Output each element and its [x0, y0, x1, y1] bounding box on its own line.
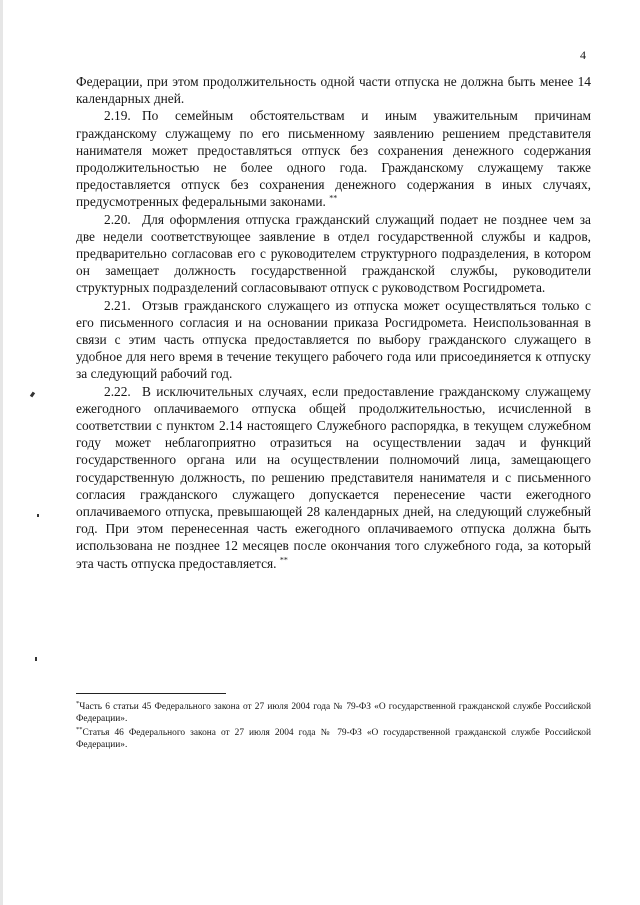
- scan-speck: [35, 657, 37, 661]
- footnote: [76, 701, 591, 726]
- paragraph-2-20: [76, 211, 591, 297]
- footnote: [76, 727, 591, 752]
- footnote-mark: **: [76, 725, 83, 733]
- footnote-reference: **: [279, 555, 288, 565]
- scan-speck: [30, 392, 35, 398]
- paragraph-text: В исключительных случаях, если предоставление гражданскому служащему ежегодного оплачиваемого отпуска общей продолжительностью, исчисленной в соответствии с пунктом 2.14 настоящего Служебного распорядка, в текущем служебном году может неблагоприятно отразиться на осуществлении задач и функций государственного органа или на осуществлении полномочий лица, замещающего государственную должность, по решению представителя нанимателя и с письменного согласия гражданского служащего допускается перенесение части ежегодного оплачиваемого отпуска, превышающей 28 календарных дней, на следующий служебный год. При этом перенесенная часть ежегодного оплачиваемого отпуска должна быть использована не позднее 12 месяцев после окончания того служебного года, за который эта часть отпуска предоставляется.: [76, 383, 591, 571]
- footnote-text: Статья 46 Федерального закона от 27 июля 2004 года № 79-ФЗ «О государственной гражданской службе Российской Федерации».: [76, 727, 591, 751]
- paragraph-continuation: Федерации, при этом продолжительность одной части отпуска не должна быть менее 14 календарных дней.: [76, 74, 591, 107]
- paragraph-number: 2.22.: [104, 383, 131, 399]
- paragraph-2-19: [76, 107, 591, 210]
- footnote-reference: **: [329, 193, 338, 203]
- footnote-mark: *: [76, 699, 80, 707]
- paragraph-2-21: [76, 297, 591, 383]
- paragraph-2-22: [76, 383, 591, 572]
- page-number: 4: [580, 48, 586, 62]
- paragraph-number: 2.19.: [104, 108, 131, 124]
- paragraph-text: Отзыв гражданского служащего из отпуска может осуществляться только с его письменного согласия и на основании приказа Росгидромета. Неиспользованная в связи с этим часть отпуска предоставляется по выбору гражданского служащего в удобное для него время в течение текущего рабочего года или присоединяется к отпуску за следующий рабочий год.: [76, 297, 591, 382]
- footnotes: [76, 701, 591, 753]
- document-body: [76, 73, 591, 572]
- paragraph-number: 2.21.: [104, 297, 131, 313]
- footnote-text: Часть 6 статьи 45 Федерального закона от 27 июля 2004 года № 79-ФЗ «О государственной гражданской службе Российской Федерации».: [76, 702, 591, 725]
- paragraph-number: 2.20.: [104, 211, 131, 227]
- paragraph-text: По семейным обстоятельствам и иным уважительным причинам гражданскому служащему по его письменному заявлению решением представителя нанимателя может предоставляться отпуск без сохранения денежного содержания продолжительностью не более одного года. Гражданскому служащему также предоставляется отпуск без сохранения денежного содержания в иных случаях, предусмотренных федеральными законами.: [76, 108, 591, 210]
- scan-edge: [0, 0, 3, 905]
- scan-speck: [37, 514, 39, 517]
- footnote-separator: [76, 693, 226, 694]
- paragraph-text: Для оформления отпуска гражданский служащий подает не позднее чем за две недели соответствующее заявление в отдел государственной службы и кадров, предварительно согласовав его с руководителем структурного подразделения, в котором он замещает должность государственной гражданской службы, руководители структурных подразделений согласовывают отпуск с руководством Росгидромета.: [76, 211, 591, 296]
